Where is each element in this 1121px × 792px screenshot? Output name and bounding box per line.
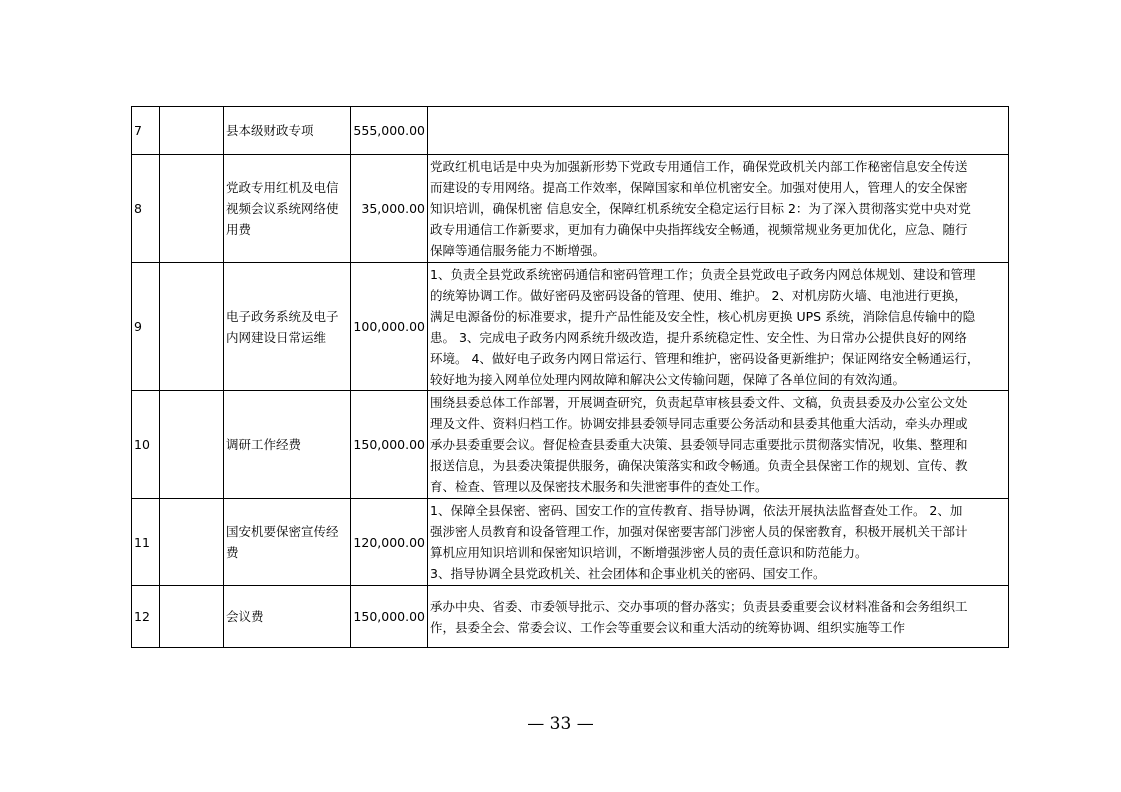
budget-table-body: [132, 107, 1009, 648]
description-line: 而建设的专用网络。提高工作效率，保障国家和单位机密安全。加强对使用人，管理人的安全保密: [430, 180, 968, 195]
row-code: [160, 263, 224, 391]
table-row: [132, 586, 1009, 648]
row-number: 12: [132, 586, 160, 648]
description-line: 保障等通信服务能力不断增强。: [430, 243, 606, 258]
description-line: 理及文件、资料归档工作。协调安排县委领导同志重要公务活动和县委其他重大活动，牵头办理或: [430, 416, 968, 431]
description-line: 的统筹协调工作。做好密码及密码设备的管理、使用、维护。 2、对机房防火墙、电池进行更换，: [430, 287, 967, 303]
table-row: [132, 263, 1009, 391]
row-number: 7: [132, 107, 160, 155]
project-amount: 555,000.00: [351, 107, 428, 155]
description-line: 较好地为接入网单位处理内网故障和解决公文传输问题，保障了各单位间的有效沟通。: [430, 371, 906, 387]
row-code: [160, 155, 224, 263]
project-amount: 120,000.00: [351, 499, 428, 586]
project-amount: 35,000.00: [351, 155, 428, 263]
description-line: 知识培训，确保机密 信息安全，保障红机系统安全稳定运行目标 2：为了深入贯彻落实党中央对党: [430, 201, 971, 216]
row-code: [160, 499, 224, 586]
row-number: 8: [132, 155, 160, 263]
description-line: 围绕县委总体工作部署，开展调查研究，负责起草审核县委文件、文稿，负责县委及办公室公文处: [430, 395, 968, 410]
project-description: [428, 391, 1009, 499]
description-line: 强涉密人员教育和设备管理工作，加强对保密要害部门涉密人员的保密教育，积极开展机关干部计: [430, 524, 968, 539]
row-code: [160, 107, 224, 155]
description-line: 环境。 4、做好电子政务内网日常运行、管理和维护，密码设备更新维护；保证网络安全畅通运行，: [430, 350, 980, 366]
project-description: [428, 586, 1009, 648]
project-amount: 100,000.00: [351, 263, 428, 391]
description-line: 1、保障全县保密、密码、国安工作的宣传教育、指导协调，依法开展执法监督查处工作。 2、加: [430, 503, 963, 518]
project-amount: 150,000.00: [351, 391, 428, 499]
project-name: 党政专用红机及电信视频会议系统网络使用费: [224, 155, 351, 263]
row-number: 11: [132, 499, 160, 586]
description-line: 承办中央、省委、市委领导批示、交办事项的督办落实；负责县委重要会议材料准备和会务组织工: [430, 598, 968, 614]
project-description: [428, 155, 1009, 263]
project-description: [428, 107, 1009, 155]
description-line: 患。 3、完成电子政务内网系统升级改造，提升系统稳定性、安全性、为日常办公提供良好的网络: [430, 329, 967, 345]
row-number: 9: [132, 263, 160, 391]
project-amount: 150,000.00: [351, 586, 428, 648]
row-code: [160, 391, 224, 499]
table-row: [132, 499, 1009, 586]
project-name: 调研工作经费: [224, 391, 351, 499]
project-name: 电子政务系统及电子内网建设日常运维: [224, 263, 351, 391]
table-row: [132, 107, 1009, 155]
row-number: 10: [132, 391, 160, 499]
project-description: [428, 499, 1009, 586]
row-code: [160, 586, 224, 648]
description-line: 算机应用知识培训和保密知识培训，不断增强涉密人员的责任意识和防范能力。: [430, 545, 868, 560]
description-line: 政专用通信工作新要求，更加有力确保中央指挥线安全畅通，视频常规业务更加优化，应急、随行: [430, 222, 968, 237]
description-line: 1、负责全县党政系统密码通信和密码管理工作；负责全县党政电子政务内网总体规划、建设和管理: [430, 266, 976, 282]
table-row: [132, 155, 1009, 263]
project-description: [428, 263, 1009, 391]
table-row: [132, 391, 1009, 499]
project-name: 国安机要保密宣传经费: [224, 499, 351, 586]
description-line: 作，县委全会、常委会议、工作会等重要会议和重大活动的统筹协调、组织实施等工作: [430, 619, 906, 635]
description-line: 党政红机电话是中央为加强新形势下党政专用通信工作，确保党政机关内部工作秘密信息安全传送: [430, 159, 968, 174]
description-line: 承办县委重要会议。督促检查县委重大决策、县委领导同志重要批示贯彻落实情况，收集、整理和: [430, 437, 968, 452]
project-name: 县本级财政专项: [224, 107, 351, 155]
description-line: 3、指导协调全县党政机关、社会团体和企事业机关的密码、国安工作。: [430, 566, 826, 581]
budget-table: [131, 106, 1009, 648]
page-number: — 33 —: [527, 714, 594, 734]
description-line: 育、检查、管理以及保密技术服务和失泄密事件的查处工作。: [430, 479, 768, 494]
project-name: 会议费: [224, 586, 351, 648]
description-line: 满足电源备份的标准要求，提升产品性能及安全性，核心机房更换 UPS 系统，消除信息传输中的隐: [430, 308, 976, 324]
description-line: 报送信息，为县委决策提供服务，确保决策落实和政令畅通。负责全县保密工作的规划、宣传、教: [430, 458, 968, 473]
